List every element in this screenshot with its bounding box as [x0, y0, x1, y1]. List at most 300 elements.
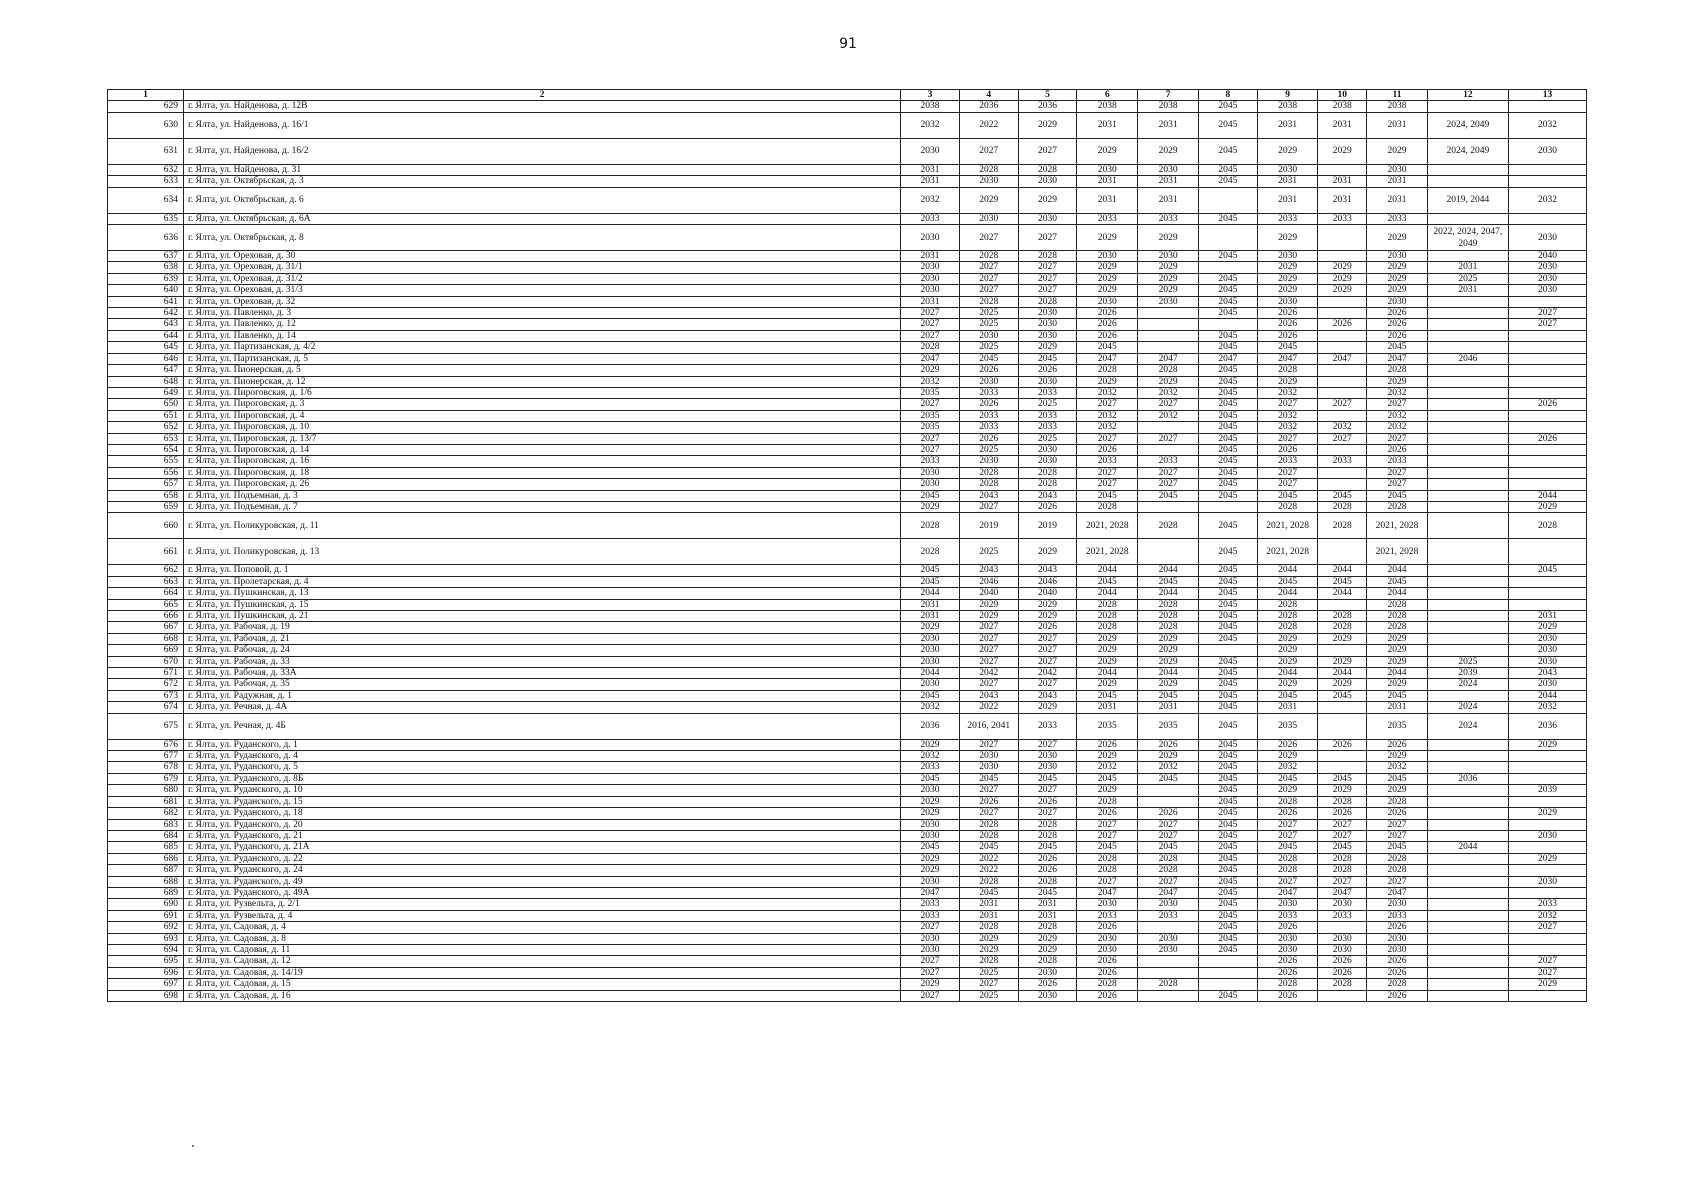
year-cell: 2029	[1318, 285, 1367, 296]
year-cell: 2027	[1018, 262, 1077, 273]
year-cell	[1427, 490, 1508, 501]
year-cell: 2030	[1257, 933, 1318, 944]
address-cell: г. Ялта, ул. Рузвельта, д. 4	[183, 910, 900, 921]
year-cell: 2028	[1257, 853, 1318, 864]
year-cell: 2045	[1198, 101, 1257, 112]
year-cell: 2027	[901, 330, 960, 341]
year-cell: 2029	[1077, 645, 1138, 656]
table-row	[108, 739, 1587, 750]
address-cell: г. Ялта, ул. Руданского, д. 20	[183, 819, 900, 830]
row-number: 669	[108, 645, 184, 656]
year-cell: 2030	[901, 679, 960, 690]
year-cell	[1508, 444, 1586, 455]
year-cell: 2047	[1257, 887, 1318, 898]
row-number: 645	[108, 342, 184, 353]
year-cell: 2045	[1198, 296, 1257, 307]
year-cell	[1508, 751, 1586, 762]
address-cell: г. Ялта, ул. Рабочая, д. 35	[183, 679, 900, 690]
year-cell: 2029	[1367, 751, 1428, 762]
year-cell: 2030	[901, 819, 960, 830]
year-cell: 2030	[901, 785, 960, 796]
address-cell: г. Ялта, ул. Радужная, д. 1	[183, 690, 900, 701]
year-cell: 2027	[1318, 876, 1367, 887]
year-cell: 2038	[1138, 101, 1199, 112]
year-cell: 2027	[901, 967, 960, 978]
year-cell: 2030	[959, 213, 1018, 224]
year-cell: 2029	[901, 501, 960, 512]
year-cell: 2045	[1198, 990, 1257, 1001]
year-cell: 2028	[1138, 599, 1199, 610]
year-cell	[1318, 365, 1367, 376]
row-number: 643	[108, 319, 184, 330]
year-cell: 2045	[1198, 690, 1257, 701]
address-cell: г. Ялта, ул. Руданского, д. 1	[183, 739, 900, 750]
year-cell: 2033	[901, 456, 960, 467]
year-cell: 2029	[1138, 751, 1199, 762]
row-number: 674	[108, 702, 184, 713]
year-cell	[1427, 588, 1508, 599]
year-cell: 2030	[901, 479, 960, 490]
year-cell: 2026	[1257, 308, 1318, 319]
year-cell: 2031	[1257, 187, 1318, 213]
table-row	[108, 633, 1587, 644]
year-cell: 2031	[901, 611, 960, 622]
year-cell	[1427, 762, 1508, 773]
column-header: 10	[1318, 90, 1367, 101]
year-cell	[1427, 899, 1508, 910]
year-cell: 2045	[1508, 565, 1586, 576]
year-cell: 2030	[1508, 679, 1586, 690]
year-cell: 2045	[1198, 467, 1257, 478]
row-number: 688	[108, 876, 184, 887]
year-cell: 2025	[1427, 656, 1508, 667]
year-cell: 2029	[1318, 633, 1367, 644]
year-cell: 2022	[959, 702, 1018, 713]
column-header: 13	[1508, 90, 1586, 101]
year-cell: 2045	[1198, 622, 1257, 633]
year-cell: 2030	[901, 645, 960, 656]
year-cell: 2044	[1077, 588, 1138, 599]
year-cell: 2045	[1257, 690, 1318, 701]
row-number: 686	[108, 853, 184, 864]
year-cell: 2028	[959, 830, 1018, 841]
year-cell: 2030	[1508, 273, 1586, 284]
year-cell: 2045	[1018, 353, 1077, 364]
table-row	[108, 990, 1587, 1001]
table-row	[108, 467, 1587, 478]
year-cell: 2030	[1257, 251, 1318, 262]
year-cell: 2042	[959, 668, 1018, 679]
year-cell: 2045	[1198, 539, 1257, 565]
year-cell: 2026	[1077, 319, 1138, 330]
year-cell: 2028	[1018, 876, 1077, 887]
year-cell: 2026	[1367, 967, 1428, 978]
year-cell	[1198, 225, 1257, 251]
year-cell: 2043	[1018, 690, 1077, 701]
year-cell: 2026	[1018, 796, 1077, 807]
year-cell	[1427, 979, 1508, 990]
year-cell: 2028	[1318, 979, 1367, 990]
column-header: 9	[1257, 90, 1318, 101]
year-cell	[1427, 176, 1508, 187]
year-cell: 2027	[901, 990, 960, 1001]
year-cell: 2045	[1198, 176, 1257, 187]
column-header: 1	[108, 90, 184, 101]
year-cell: 2045	[1198, 308, 1257, 319]
row-number: 651	[108, 410, 184, 421]
year-cell	[1508, 479, 1586, 490]
year-cell: 2045	[1198, 112, 1257, 138]
year-cell	[1508, 588, 1586, 599]
year-cell: 2033	[901, 899, 960, 910]
year-cell: 2033	[1018, 422, 1077, 433]
year-cell: 2027	[1018, 633, 1077, 644]
table-row	[108, 599, 1587, 610]
year-cell: 2029	[1257, 679, 1318, 690]
year-cell	[1318, 342, 1367, 353]
year-cell: 2045	[1198, 273, 1257, 284]
year-cell: 2026	[1367, 739, 1428, 750]
address-cell: г. Ялта, ул. Павленко, д. 12	[183, 319, 900, 330]
year-cell: 2027	[1077, 819, 1138, 830]
year-cell: 2045	[1257, 342, 1318, 353]
row-number: 649	[108, 387, 184, 398]
table-row	[108, 588, 1587, 599]
address-cell: г. Ялта, ул. Рабочая, д. 19	[183, 622, 900, 633]
year-cell: 2029	[1508, 501, 1586, 512]
row-number: 661	[108, 539, 184, 565]
year-cell: 2045	[1077, 576, 1138, 587]
year-cell: 2032	[1257, 410, 1318, 421]
table-row	[108, 645, 1587, 656]
year-cell: 2043	[959, 690, 1018, 701]
address-cell: г. Ялта, ул. Рабочая, д. 21	[183, 633, 900, 644]
year-cell: 2029	[1077, 656, 1138, 667]
year-cell: 2045	[901, 773, 960, 784]
year-cell: 2029	[1318, 656, 1367, 667]
year-cell	[1427, 933, 1508, 944]
table-row	[108, 365, 1587, 376]
year-cell: 2033	[959, 410, 1018, 421]
year-cell: 2038	[1367, 101, 1428, 112]
year-cell: 2044	[1318, 588, 1367, 599]
year-cell: 2029	[901, 739, 960, 750]
year-cell	[1508, 539, 1586, 565]
year-cell: 2029	[959, 187, 1018, 213]
year-cell: 2027	[1257, 433, 1318, 444]
year-cell: 2045	[1198, 887, 1257, 898]
year-cell	[1508, 842, 1586, 853]
year-cell: 2045	[1198, 853, 1257, 864]
year-cell: 2027	[1077, 876, 1138, 887]
table-row	[108, 679, 1587, 690]
table-row	[108, 956, 1587, 967]
address-cell: г. Ялта, ул. Руданского, д. 5	[183, 762, 900, 773]
year-cell	[1427, 622, 1508, 633]
year-cell: 2027	[1367, 876, 1428, 887]
year-cell: 2030	[1257, 944, 1318, 955]
table-row	[108, 773, 1587, 784]
year-cell: 2029	[1018, 702, 1077, 713]
year-cell	[1138, 990, 1199, 1001]
year-cell: 2027	[1508, 308, 1586, 319]
table-row	[108, 101, 1587, 112]
address-cell: г. Ялта, ул. Найденова, д. 12В	[183, 101, 900, 112]
table-row	[108, 410, 1587, 421]
year-cell	[1198, 319, 1257, 330]
year-cell: 2045	[901, 565, 960, 576]
year-cell: 2024	[1427, 702, 1508, 713]
year-cell: 2028	[1138, 365, 1199, 376]
year-cell: 2045	[1198, 876, 1257, 887]
year-cell: 2032	[901, 187, 960, 213]
year-cell: 2021, 2028	[1367, 539, 1428, 565]
year-cell: 2027	[1138, 467, 1199, 478]
year-cell	[1318, 410, 1367, 421]
year-cell: 2029	[1138, 633, 1199, 644]
year-cell: 2026	[1018, 853, 1077, 864]
year-cell: 2026	[959, 365, 1018, 376]
year-cell: 2046	[1427, 353, 1508, 364]
year-cell: 2045	[901, 576, 960, 587]
year-cell	[1508, 176, 1586, 187]
year-cell: 2028	[1318, 865, 1367, 876]
year-cell: 2029	[959, 933, 1018, 944]
year-cell: 2045	[1198, 842, 1257, 853]
table-row	[108, 576, 1587, 587]
address-cell: г. Ялта, ул. Пироговская, д. 13/7	[183, 433, 900, 444]
year-cell	[1318, 225, 1367, 251]
year-cell: 2045	[1367, 576, 1428, 587]
year-cell: 2045	[901, 490, 960, 501]
year-cell: 2029	[1138, 273, 1199, 284]
year-cell: 2038	[901, 101, 960, 112]
year-cell: 2029	[959, 611, 1018, 622]
row-number: 657	[108, 479, 184, 490]
year-cell: 2028	[1077, 865, 1138, 876]
year-cell: 2029	[1508, 979, 1586, 990]
year-cell: 2045	[1077, 773, 1138, 784]
year-cell: 2030	[1018, 751, 1077, 762]
year-cell: 2029	[1018, 342, 1077, 353]
year-cell: 2045	[1198, 819, 1257, 830]
row-number: 692	[108, 922, 184, 933]
year-cell	[1138, 308, 1199, 319]
year-cell: 2033	[959, 422, 1018, 433]
year-cell: 2031	[901, 599, 960, 610]
year-cell	[1508, 599, 1586, 610]
year-cell: 2028	[1367, 865, 1428, 876]
year-cell: 2035	[901, 387, 960, 398]
year-cell: 2027	[1257, 830, 1318, 841]
year-cell	[1427, 565, 1508, 576]
year-cell	[1427, 785, 1508, 796]
year-cell	[1138, 319, 1199, 330]
row-number: 636	[108, 225, 184, 251]
year-cell: 2029	[1367, 656, 1428, 667]
year-cell	[1427, 410, 1508, 421]
year-cell	[1138, 922, 1199, 933]
year-cell: 2029	[1138, 656, 1199, 667]
year-cell: 2027	[1018, 739, 1077, 750]
year-cell	[1427, 213, 1508, 224]
year-cell: 2032	[1077, 387, 1138, 398]
table-row	[108, 887, 1587, 898]
year-cell: 2031	[1077, 112, 1138, 138]
table-row	[108, 656, 1587, 667]
year-cell: 2030	[1138, 296, 1199, 307]
year-cell: 2030	[1257, 164, 1318, 175]
year-cell: 2032	[1508, 702, 1586, 713]
year-cell: 2021, 2028	[1257, 513, 1318, 539]
year-cell: 2030	[1367, 899, 1428, 910]
address-cell: г. Ялта, ул. Пироговская, д. 1/6	[183, 387, 900, 398]
year-cell	[1427, 319, 1508, 330]
year-cell	[1427, 633, 1508, 644]
year-cell: 2027	[1018, 679, 1077, 690]
year-cell: 2045	[1198, 138, 1257, 164]
year-cell: 2029	[959, 599, 1018, 610]
row-number: 671	[108, 668, 184, 679]
year-cell: 2044	[1318, 668, 1367, 679]
year-cell: 2044	[1257, 668, 1318, 679]
year-cell	[1508, 576, 1586, 587]
table-row	[108, 456, 1587, 467]
year-cell: 2030	[1508, 285, 1586, 296]
year-cell: 2028	[1367, 622, 1428, 633]
year-cell: 2027	[959, 273, 1018, 284]
year-cell: 2045	[1198, 342, 1257, 353]
year-cell: 2029	[1367, 225, 1428, 251]
year-cell: 2024, 2049	[1427, 138, 1508, 164]
year-cell: 2033	[901, 910, 960, 921]
year-cell: 2030	[901, 225, 960, 251]
year-cell: 2028	[901, 539, 960, 565]
address-cell: г. Ялта, ул. Садовая, д. 14/19	[183, 967, 900, 978]
year-cell: 2045	[1318, 690, 1367, 701]
year-cell: 2026	[1508, 399, 1586, 410]
year-cell: 2031	[1018, 899, 1077, 910]
address-cell: г. Ялта, ул. Пролетарская, д. 4	[183, 576, 900, 587]
year-cell: 2024, 2049	[1427, 112, 1508, 138]
table-row	[108, 830, 1587, 841]
year-cell: 2044	[1367, 588, 1428, 599]
year-cell: 2026	[1257, 956, 1318, 967]
year-cell: 2029	[1138, 262, 1199, 273]
year-cell: 2029	[1138, 285, 1199, 296]
year-cell	[1198, 645, 1257, 656]
year-cell: 2032	[1138, 762, 1199, 773]
year-cell: 2029	[1367, 679, 1428, 690]
address-cell: г. Ялта, ул. Руданского, д. 21	[183, 830, 900, 841]
year-cell: 2026	[1077, 444, 1138, 455]
row-number: 681	[108, 796, 184, 807]
year-cell: 2044	[1318, 565, 1367, 576]
year-cell: 2026	[1257, 330, 1318, 341]
table-row	[108, 979, 1587, 990]
year-cell: 2045	[1198, 611, 1257, 622]
year-cell: 2029	[1257, 285, 1318, 296]
year-cell: 2045	[1198, 376, 1257, 387]
year-cell: 2028	[959, 164, 1018, 175]
year-cell: 2030	[901, 633, 960, 644]
repair-schedule-table	[107, 89, 1587, 1002]
year-cell: 2021, 2028	[1077, 539, 1138, 565]
year-cell	[1318, 444, 1367, 455]
year-cell	[1508, 365, 1586, 376]
year-cell: 2021, 2028	[1077, 513, 1138, 539]
year-cell: 2026	[1367, 990, 1428, 1001]
year-cell: 2036	[901, 713, 960, 739]
year-cell: 2031	[1367, 187, 1428, 213]
address-cell: г. Ялта, ул. Речная, д. 4А	[183, 702, 900, 713]
year-cell: 2033	[1138, 910, 1199, 921]
row-number: 683	[108, 819, 184, 830]
year-cell: 2045	[1257, 490, 1318, 501]
year-cell: 2028	[1367, 979, 1428, 990]
year-cell: 2027	[1367, 433, 1428, 444]
year-cell: 2027	[959, 622, 1018, 633]
year-cell: 2030	[901, 273, 960, 284]
year-cell: 2033	[959, 387, 1018, 398]
year-cell: 2029	[1367, 376, 1428, 387]
year-cell: 2029	[1257, 376, 1318, 387]
year-cell: 2030	[1318, 944, 1367, 955]
year-cell	[1427, 444, 1508, 455]
year-cell: 2031	[1138, 187, 1199, 213]
year-cell: 2031	[959, 910, 1018, 921]
year-cell	[1427, 251, 1508, 262]
year-cell	[1427, 599, 1508, 610]
table-row	[108, 187, 1587, 213]
year-cell	[1318, 751, 1367, 762]
table-row	[108, 910, 1587, 921]
year-cell	[1318, 479, 1367, 490]
year-cell: 2026	[1318, 956, 1367, 967]
year-cell: 2027	[959, 808, 1018, 819]
year-cell: 2025	[959, 319, 1018, 330]
row-number: 667	[108, 622, 184, 633]
year-cell: 2028	[1077, 853, 1138, 864]
year-cell	[1138, 539, 1199, 565]
year-cell: 2044	[901, 668, 960, 679]
year-cell: 2044	[1138, 668, 1199, 679]
year-cell: 2026	[1138, 808, 1199, 819]
year-cell: 2045	[1367, 842, 1428, 853]
year-cell: 2029	[1508, 622, 1586, 633]
year-cell: 2028	[1018, 164, 1077, 175]
year-cell	[1427, 922, 1508, 933]
year-cell	[1318, 387, 1367, 398]
year-cell: 2045	[1198, 588, 1257, 599]
year-cell: 2032	[1508, 187, 1586, 213]
year-cell: 2027	[959, 785, 1018, 796]
year-cell	[1427, 101, 1508, 112]
row-number: 680	[108, 785, 184, 796]
year-cell: 2032	[1138, 387, 1199, 398]
year-cell	[1198, 187, 1257, 213]
year-cell: 2032	[1257, 422, 1318, 433]
year-cell: 2026	[1077, 808, 1138, 819]
year-cell: 2028	[959, 819, 1018, 830]
address-cell: г. Ялта, ул. Рузвельта, д. 2/1	[183, 899, 900, 910]
year-cell: 2045	[959, 353, 1018, 364]
row-number: 664	[108, 588, 184, 599]
year-cell: 2026	[1077, 330, 1138, 341]
year-cell: 2029	[1257, 645, 1318, 656]
table-row	[108, 501, 1587, 512]
year-cell: 2029	[901, 979, 960, 990]
